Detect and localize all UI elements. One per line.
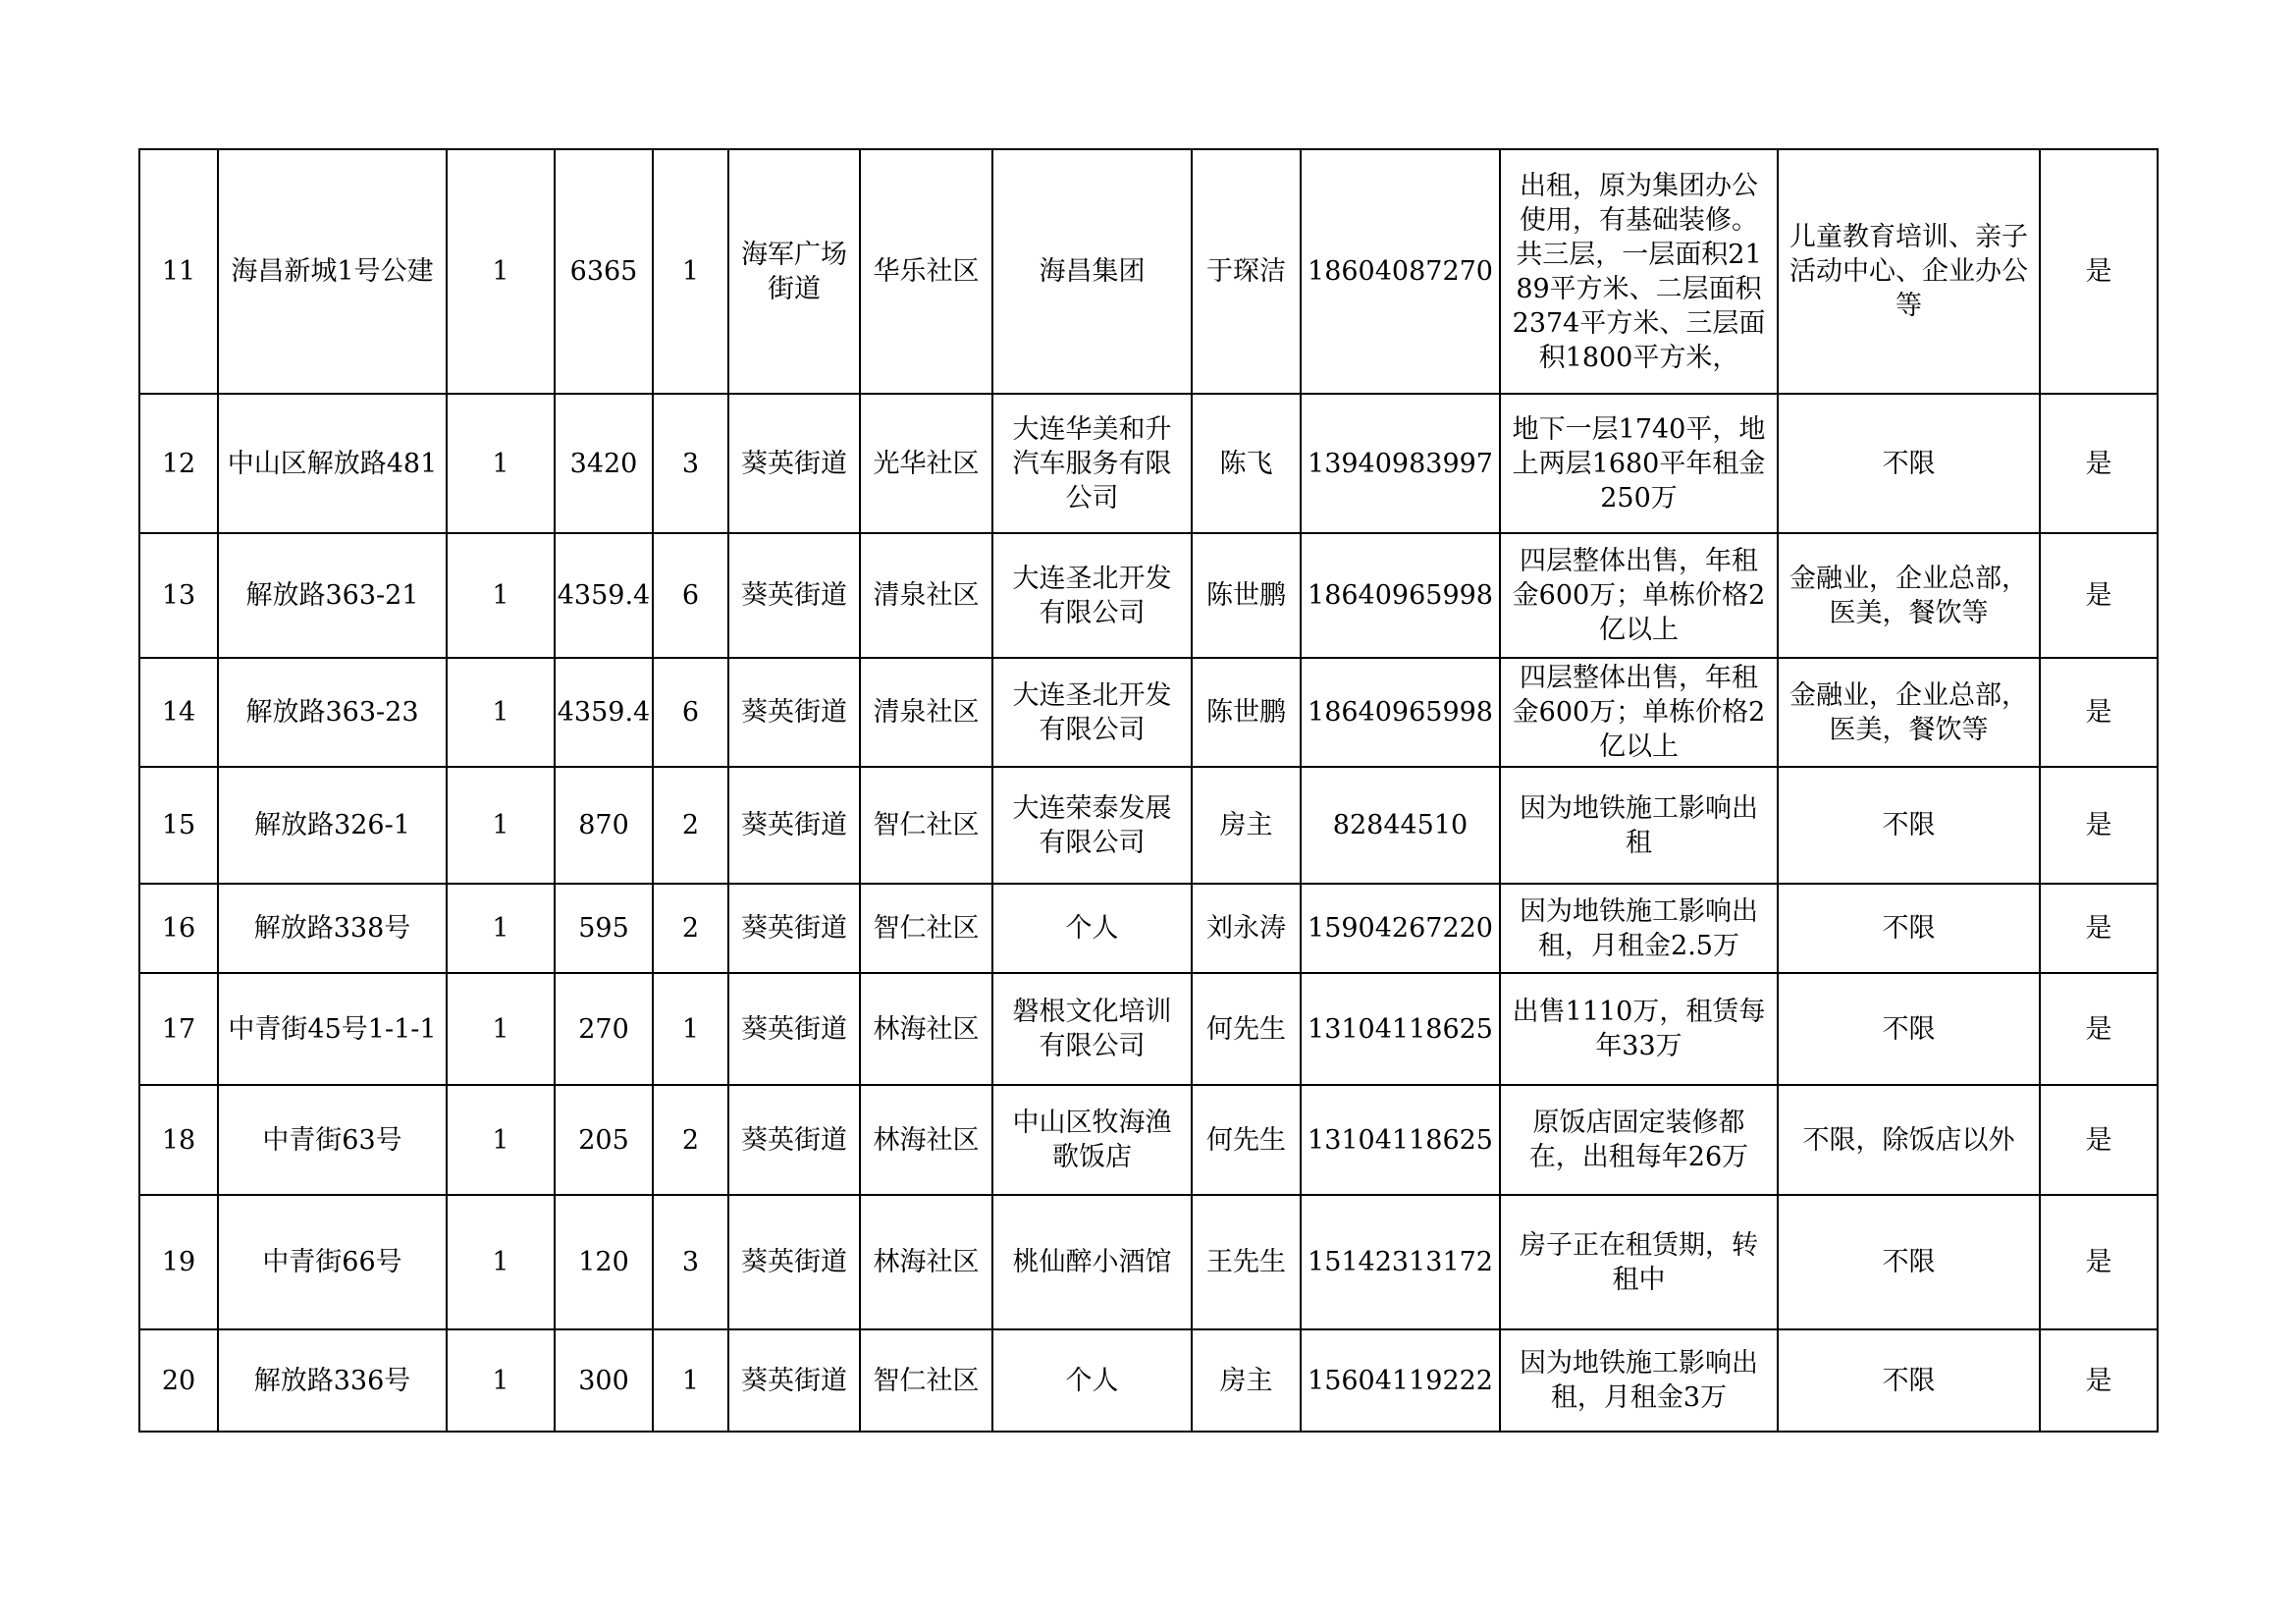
cell-address: 中青街66号 [218,1195,447,1329]
cell-address: 海昌新城1号公建 [218,149,447,394]
cell-count: 1 [447,1085,555,1195]
cell-address: 解放路326-1 [218,767,447,884]
cell-area: 870 [555,767,653,884]
cell-community: 林海社区 [860,1195,992,1329]
cell-phone: 13940983997 [1301,394,1500,533]
cell-flag: 是 [2040,1085,2158,1195]
cell-contact: 房主 [1192,1329,1301,1432]
cell-flag: 是 [2040,884,2158,973]
cell-area: 4359.4 [555,658,653,767]
cell-community: 智仁社区 [860,767,992,884]
table-body [139,149,2158,1432]
cell-notes: 因为地铁施工影响出租，月租金2.5万 [1500,884,1778,973]
cell-area: 4359.4 [555,533,653,658]
cell-count: 1 [447,149,555,394]
cell-area: 300 [555,1329,653,1432]
table-row [139,533,2158,658]
cell-count: 1 [447,973,555,1085]
cell-street: 葵英街道 [728,973,860,1085]
cell-flag: 是 [2040,1195,2158,1329]
cell-owner: 个人 [992,884,1192,973]
cell-owner: 大连圣北开发有限公司 [992,658,1192,767]
cell-use: 不限 [1778,1195,2040,1329]
cell-flag: 是 [2040,1329,2158,1432]
cell-flag: 是 [2040,394,2158,533]
cell-floors: 3 [653,1195,728,1329]
cell-no: 15 [139,767,218,884]
table-row [139,767,2158,884]
cell-floors: 6 [653,533,728,658]
cell-use: 金融业，企业总部，医美，餐饮等 [1778,533,2040,658]
cell-flag: 是 [2040,767,2158,884]
cell-phone: 82844510 [1301,767,1500,884]
cell-community: 智仁社区 [860,884,992,973]
cell-flag: 是 [2040,149,2158,394]
cell-community: 清泉社区 [860,533,992,658]
cell-owner: 大连荣泰发展有限公司 [992,767,1192,884]
cell-flag: 是 [2040,973,2158,1085]
cell-contact: 何先生 [1192,973,1301,1085]
cell-street: 葵英街道 [728,1085,860,1195]
table-row [139,1085,2158,1195]
cell-contact: 陈世鹏 [1192,658,1301,767]
cell-notes: 出租，原为集团办公使用，有基础装修。共三层，一层面积2189平方米、二层面积2374平方米、三层面积1800平方米， [1500,149,1778,394]
cell-no: 13 [139,533,218,658]
cell-flag: 是 [2040,533,2158,658]
cell-phone: 13104118625 [1301,973,1500,1085]
cell-street: 海军广场街道 [728,149,860,394]
cell-owner: 海昌集团 [992,149,1192,394]
cell-contact: 刘永涛 [1192,884,1301,973]
cell-area: 595 [555,884,653,973]
cell-notes: 四层整体出售，年租金600万；单栋价格2亿以上 [1500,658,1778,767]
cell-use: 不限，除饭店以外 [1778,1085,2040,1195]
cell-floors: 1 [653,1329,728,1432]
cell-count: 1 [447,394,555,533]
cell-notes: 出售1110万，租赁每年33万 [1500,973,1778,1085]
cell-community: 林海社区 [860,1085,992,1195]
cell-count: 1 [447,1329,555,1432]
table-row [139,149,2158,394]
cell-count: 1 [447,533,555,658]
cell-owner: 磐根文化培训有限公司 [992,973,1192,1085]
cell-no: 16 [139,884,218,973]
cell-floors: 2 [653,884,728,973]
cell-floors: 1 [653,149,728,394]
cell-no: 12 [139,394,218,533]
cell-notes: 地下一层1740平，地上两层1680平年租金250万 [1500,394,1778,533]
cell-street: 葵英街道 [728,658,860,767]
cell-phone: 15142313172 [1301,1195,1500,1329]
cell-street: 葵英街道 [728,767,860,884]
cell-contact: 王先生 [1192,1195,1301,1329]
cell-use: 不限 [1778,884,2040,973]
cell-notes: 因为地铁施工影响出租，月租金3万 [1500,1329,1778,1432]
cell-count: 1 [447,1195,555,1329]
cell-use: 不限 [1778,1329,2040,1432]
cell-notes: 原饭店固定装修都在，出租每年26万 [1500,1085,1778,1195]
cell-area: 270 [555,973,653,1085]
cell-address: 中山区解放路481 [218,394,447,533]
cell-area: 205 [555,1085,653,1195]
cell-use: 不限 [1778,973,2040,1085]
cell-phone: 15604119222 [1301,1329,1500,1432]
table-row [139,1195,2158,1329]
cell-notes: 四层整体出售，年租金600万；单栋价格2亿以上 [1500,533,1778,658]
cell-use: 金融业，企业总部，医美，餐饮等 [1778,658,2040,767]
cell-street: 葵英街道 [728,394,860,533]
cell-street: 葵英街道 [728,884,860,973]
cell-no: 18 [139,1085,218,1195]
cell-no: 11 [139,149,218,394]
cell-floors: 6 [653,658,728,767]
cell-owner: 个人 [992,1329,1192,1432]
cell-floors: 3 [653,394,728,533]
cell-no: 14 [139,658,218,767]
cell-use: 儿童教育培训、亲子活动中心、企业办公等 [1778,149,2040,394]
cell-contact: 房主 [1192,767,1301,884]
cell-no: 17 [139,973,218,1085]
cell-floors: 2 [653,1085,728,1195]
cell-use: 不限 [1778,394,2040,533]
cell-phone: 18604087270 [1301,149,1500,394]
cell-phone: 13104118625 [1301,1085,1500,1195]
cell-floors: 1 [653,973,728,1085]
cell-floors: 2 [653,767,728,884]
cell-count: 1 [447,767,555,884]
cell-contact: 于琛洁 [1192,149,1301,394]
cell-community: 智仁社区 [860,1329,992,1432]
cell-address: 中青街45号1-1-1 [218,973,447,1085]
table-row [139,1329,2158,1432]
cell-area: 6365 [555,149,653,394]
cell-community: 清泉社区 [860,658,992,767]
cell-owner: 中山区牧海渔歌饭店 [992,1085,1192,1195]
cell-owner: 大连圣北开发有限公司 [992,533,1192,658]
cell-area: 3420 [555,394,653,533]
cell-contact: 陈飞 [1192,394,1301,533]
cell-street: 葵英街道 [728,1195,860,1329]
cell-contact: 何先生 [1192,1085,1301,1195]
table-row [139,658,2158,767]
property-listing-table [138,148,2159,1433]
cell-address: 解放路363-21 [218,533,447,658]
table-row [139,973,2158,1085]
cell-no: 20 [139,1329,218,1432]
cell-address: 中青街63号 [218,1085,447,1195]
cell-phone: 18640965998 [1301,533,1500,658]
cell-area: 120 [555,1195,653,1329]
cell-no: 19 [139,1195,218,1329]
cell-notes: 因为地铁施工影响出租 [1500,767,1778,884]
cell-community: 华乐社区 [860,149,992,394]
cell-owner: 大连华美和升汽车服务有限公司 [992,394,1192,533]
table-row [139,884,2158,973]
cell-phone: 18640965998 [1301,658,1500,767]
cell-street: 葵英街道 [728,1329,860,1432]
cell-count: 1 [447,884,555,973]
cell-use: 不限 [1778,767,2040,884]
cell-phone: 15904267220 [1301,884,1500,973]
cell-address: 解放路338号 [218,884,447,973]
cell-notes: 房子正在租赁期，转租中 [1500,1195,1778,1329]
table-row [139,394,2158,533]
cell-address: 解放路336号 [218,1329,447,1432]
cell-community: 林海社区 [860,973,992,1085]
cell-owner: 桃仙醉小酒馆 [992,1195,1192,1329]
cell-street: 葵英街道 [728,533,860,658]
cell-address: 解放路363-23 [218,658,447,767]
cell-count: 1 [447,658,555,767]
cell-flag: 是 [2040,658,2158,767]
cell-community: 光华社区 [860,394,992,533]
cell-contact: 陈世鹏 [1192,533,1301,658]
